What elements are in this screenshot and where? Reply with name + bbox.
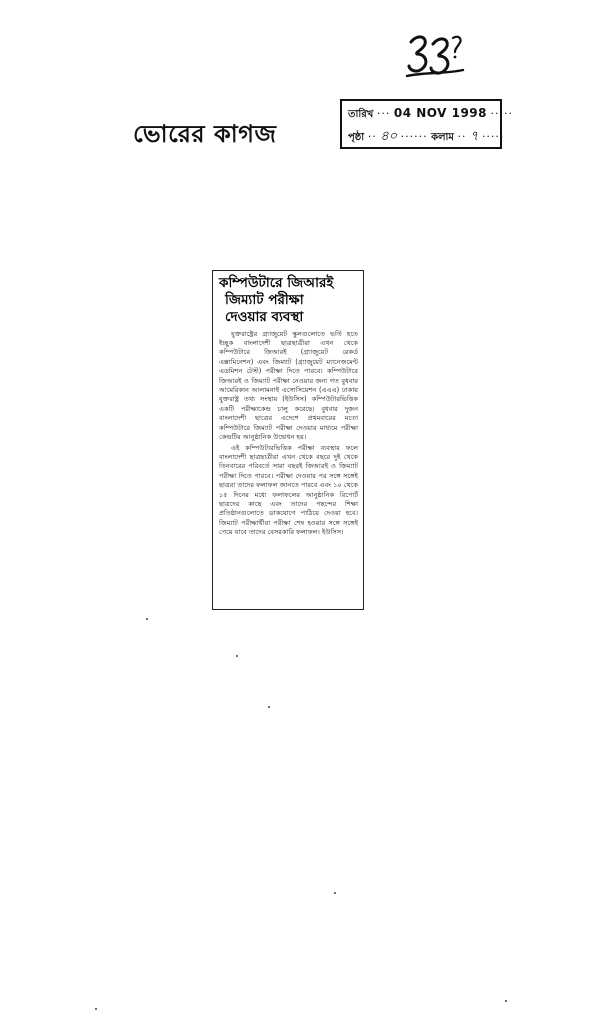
handwritten-page-number [405, 32, 465, 80]
stamp-date-value: 04 NOV 1998 [393, 106, 488, 120]
article-paragraph-1: যুক্তরাষ্ট্রের গ্র্যাজুয়েট স্কুলগুলোতে ভর্তি হতে ইচ্ছুক বাংলাদেশী ছাত্রছাত্রীরা এখন থেকে কম্পিউটারে জিআরই (গ্র্যাজুয়েট রেকর্ড এক্সামিনেশন) এবং জিম্যাট (গ্র্যাজুয়েট ম্যানেজমেন্ট এডমিশন টেস্ট) পরীক্ষা দিতে পারবে। কম্পিউটারে জিআরই ও জিম্যাট পরীক্ষা নেওয়ার জন্য গত বুধবার আমেরিকান আলামনাই এসোসিয়েশন (এএএ) ঢাকায় যুক্তরাষ্ট্র তথ্য সংস্থায় (ইউসিস) কম্পিউটারভিত্তিক একটি পরীক্ষাকেন্দ্র চালু করেছে। বুধবার দুজন বাংলাদেশী ছাত্রের এদেশে প্রথমবারের মতো কম্পিউটারে জিম্যাট পরীক্ষা দেওয়ার মাধ্যমে পরীক্ষা কেন্দ্রটির আনুষ্ঠানিক উদ্বোধন হয়। [219, 329, 358, 442]
scan-speck [268, 706, 270, 708]
headline-line-2: জিম্যাট পরীক্ষা [225, 291, 304, 308]
scan-speck [505, 1000, 507, 1002]
stamp-page-row [348, 127, 504, 148]
stamp-dots: ····· [490, 107, 513, 120]
scan-speck [146, 618, 148, 620]
article-body [219, 330, 358, 538]
stamp-date-label: তারিখ [348, 109, 374, 120]
stamp-dots: ····· [481, 130, 505, 143]
stamp-dots: ··· [376, 107, 391, 120]
newspaper-clipping [212, 270, 364, 610]
stamp-dots: ·· [457, 130, 467, 143]
scan-speck [334, 892, 336, 894]
stamp-page-label: পৃষ্ঠা [348, 132, 365, 143]
stamp-date-row [348, 106, 513, 124]
article-paragraph-2: এই কম্পিউটারভিত্তিক পরীক্ষা ব্যবস্থার ফলে বাংলাদেশী ছাত্রছাত্রীরা এখন থেকে বছরে দুই থেকে তিনবারের পরিবর্তে সারা বছরই জিআরই ও জিম্যাট পরীক্ষা দিতে পারবে। পরীক্ষা দেওয়ার পর সঙ্গে সঙ্গেই ছাত্ররা তাদের ফলাফল জানতে পারবে এবং ১০ থেকে ১৫ দিনের মধ্যে ফলাফলের আনুষ্ঠানিক রিপোর্ট ছাত্রদের কাছে এবং তাদের পছন্দের শিক্ষা প্রতিষ্ঠানগুলোতে ডাকযোগে পাঠিয়ে দেওয়া হবে। জিম্যাট পরীক্ষার্থীরা পরীক্ষা শেষ হওয়ার সঙ্গে সঙ্গেই পেয়ে যাবে তাদের বেসরকারি ফলাফল। ইউসিস। [219, 443, 358, 537]
handwritten-number-mark [405, 32, 465, 80]
stamp-column-value: ৭ [469, 129, 479, 144]
headline-line-1: কম্পিউটারে জিআরই [219, 275, 334, 291]
article-headline [219, 275, 358, 326]
scan-speck [95, 1008, 97, 1010]
scan-speck [236, 655, 238, 657]
newspaper-name: ভোরের কাগজ [133, 120, 277, 148]
stamp-page-value: ৪০ [380, 129, 398, 144]
date-stamp [340, 99, 513, 149]
headline-line-3: দেওয়ার ব্যবস্থা [225, 308, 304, 325]
stamp-column-label: কলাম [431, 132, 454, 143]
stamp-dots: ·· [367, 130, 377, 143]
stamp-dots: ······ [400, 130, 428, 143]
